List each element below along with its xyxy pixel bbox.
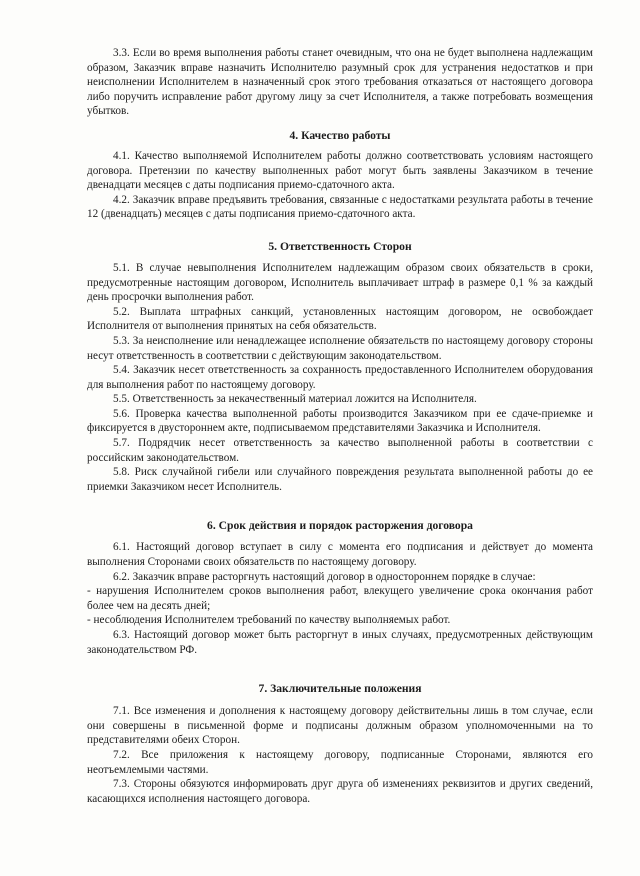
section-4-heading: 4. Качество работы: [289, 128, 391, 142]
clause-7-3: 7.3. Стороны обязуются информировать друг друга об изменениях реквизитов и других сведений, касающихся исполнения настоящего договора.: [87, 778, 593, 805]
clause-3-3: 3.3. Если во время выполнения работы станет очевидным, что она не будет выполнена надлежащим образом, Заказчик вправе назначить Исполнителю разумный срок для устранения недостатков и при неисполнении Исполнителем в назначенный срок этого требования отказаться от настоящего договора либо поручить исправление работ другому лицу за счет Исполнителя, а также потребовать возмещения убытков.: [87, 47, 593, 118]
clause-5-2: 5.2. Выплата штрафных санкций, установленных настоящим договором, не освобождает Исполнителя от выполнения принятых на себя обязательств.: [87, 305, 593, 333]
clause-6-3: 6.3. Настоящий договор может быть расторгнут в иных случаях, предусмотренных действующим законодательством РФ.: [87, 629, 593, 656]
clause-6-2-item-b: - несоблюдения Исполнителем требований по качеству выполняемых работ.: [87, 614, 451, 627]
clause-7-2: 7.2. Все приложения к настоящему договору, подписанные Сторонами, являются его неотъемлемыми частями.: [87, 748, 593, 776]
clause-6-2-item-a: - нарушения Исполнителем сроков выполнения работ, влекущего увеличение срока окончания работ более чем на десять дней;: [87, 585, 593, 612]
clause-5-8: 5.8. Риск случайной гибели или случайного повреждения результата выполненной работы до ее приемки Заказчиком несет Исполнитель.: [87, 466, 593, 493]
clause-5-1: 5.1. В случае невыполнения Исполнителем надлежащим образом своих обязательств в сроки, предусмотренные настоящим договором, Исполнитель выплачивает штраф в размере 0,1 % за каждый день просрочки выполнения работ.: [87, 261, 593, 304]
clause-6-2: 6.2. Заказчик вправе расторгнуть настоящий договор в одностороннем порядке в случае:: [113, 570, 536, 583]
section-5-heading: 5. Ответственность Сторон: [268, 239, 412, 253]
clause-5-4: 5.4. Заказчик несет ответственность за сохранность предоставленного Исполнителем оборудования для выполнения работ по настоящему договору.: [87, 364, 593, 391]
clause-7-1: 7.1. Все изменения и дополнения к настоящему договору действительны лишь в том случае, если они совершены в письменной форме и подписаны должным образом уполномоченными на то представителями обеих Сторон.: [87, 705, 593, 747]
clause-5-7: 5.7. Подрядчик несет ответственность за качество выполненной работы в соответствии с российским законодательством.: [87, 437, 593, 464]
section-6-heading: 6. Срок действия и порядок расторжения договора: [207, 519, 473, 533]
clause-4-2: 4.2. Заказчик вправе предъявить требования, связанные с недостатками результата работы в течение 12 (двенадцать) месяцев с даты подписания приемо-сдаточного акта.: [87, 193, 593, 221]
clause-6-1: 6.1. Настоящий договор вступает в силу с момента его подписания и действует до момента выполнения Сторонами своих обязательств по настоящему договору.: [87, 541, 593, 569]
clause-5-6: 5.6. Проверка качества выполненной работы производится Заказчиком при ее сдаче-приемке и фиксируется в двустороннем акте, подписываемом представителями Заказчика и Исполнителя.: [87, 407, 593, 435]
clause-4-1: 4.1. Качество выполняемой Исполнителем работы должно соответствовать условиям настоящего договора. Претензии по качеству выполненных работ могут быть заявлены Заказчиком в течение двенадцати месяцев с даты подписания приемо-сдаточного акта.: [87, 149, 593, 192]
section-7-heading: 7. Заключительные положения: [258, 682, 422, 696]
clause-5-3: 5.3. За неисполнение или ненадлежащее исполнение обязательств по настоящему договору стороны несут ответственность в соответствии с действующим законодательством.: [87, 334, 593, 362]
clause-5-5: 5.5. Ответственность за некачественный материал ложится на Исполнителя.: [113, 393, 477, 406]
